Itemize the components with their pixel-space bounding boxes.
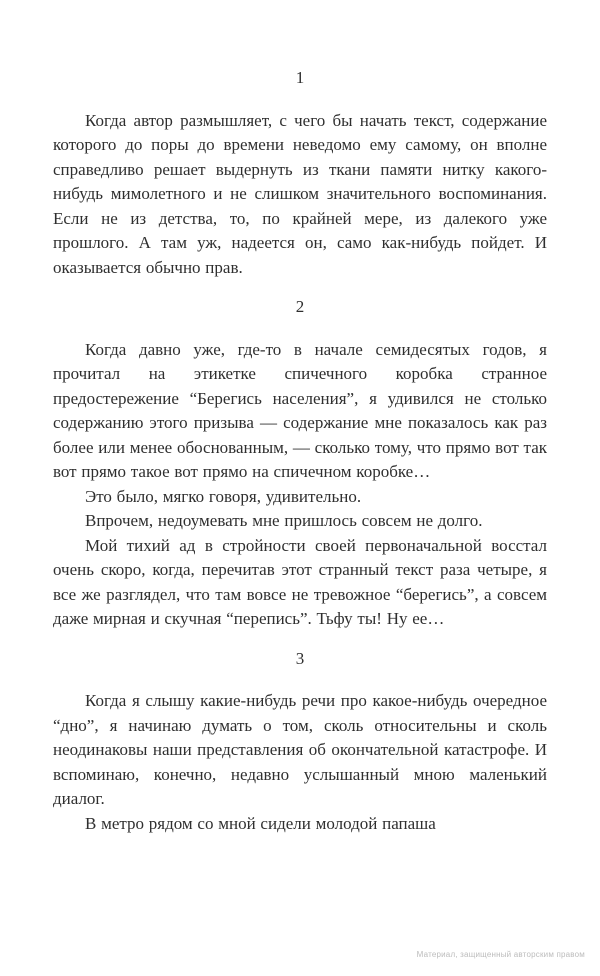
- paragraph: Впрочем, недоумевать мне пришлось совсем не долго.: [85, 511, 483, 530]
- section-2-number: 2: [295, 297, 305, 316]
- section-3: [53, 647, 547, 837]
- section-1-number: 1: [295, 68, 305, 87]
- section-3-number: 3: [295, 648, 305, 668]
- paragraph: Когда давно уже, где-то в начале семидесятых годов, я прочитал на этикетке спичечного коробка странное предостережение “Берегись населения”, я удивился не столько содержанию этого призыва — содержание мне показалось как раз более или менее обоснованным, — сколько тому, что прямо вот так вот прямо такое вот прямо на спичечном коробке…: [53, 339, 547, 481]
- paragraph: Когда автор размышляет, с чего бы начать текст, содержание которого до поры до времени неведомо ему самому, он вполне справедливо решает выдернуть из ткани памяти нитку какого-нибудь мимолетного и не слишком значительного воспоминания. Если не из детства, то, по крайней мере, из далекого уже прошлого. А там уж, надеется он, само как-нибудь пойдет. И оказывается обычно прав.: [53, 110, 547, 277]
- paragraph: Мой тихий ад в стройности своей первоначальной восстал очень скоро, когда, перечитав этот странный текст раза четыре, я все же разглядел, что там вовсе не тревожное “берегись”, а совсем даже мирная и скучная “перепись”. Тьфу ты! Ну ее…: [53, 535, 547, 628]
- paragraph: Это было, мягко говоря, удивительно.: [85, 486, 362, 506]
- paragraph: В метро рядом со мной сидели молодой папаша: [85, 813, 436, 833]
- section-1: [53, 66, 547, 280]
- copyright-notice: Материал, защищенный авторским правом: [416, 949, 585, 959]
- paragraph: Когда я слышу какие-нибудь речи про какое-нибудь очередное “дно”, я начинаю думать о том, сколь относительны и сколь неодинаковы наши представления об окончательной катастрофе. И вспоминаю, конечно, недавно услышанный мною маленький диалог.: [53, 691, 547, 808]
- section-2: [53, 295, 547, 632]
